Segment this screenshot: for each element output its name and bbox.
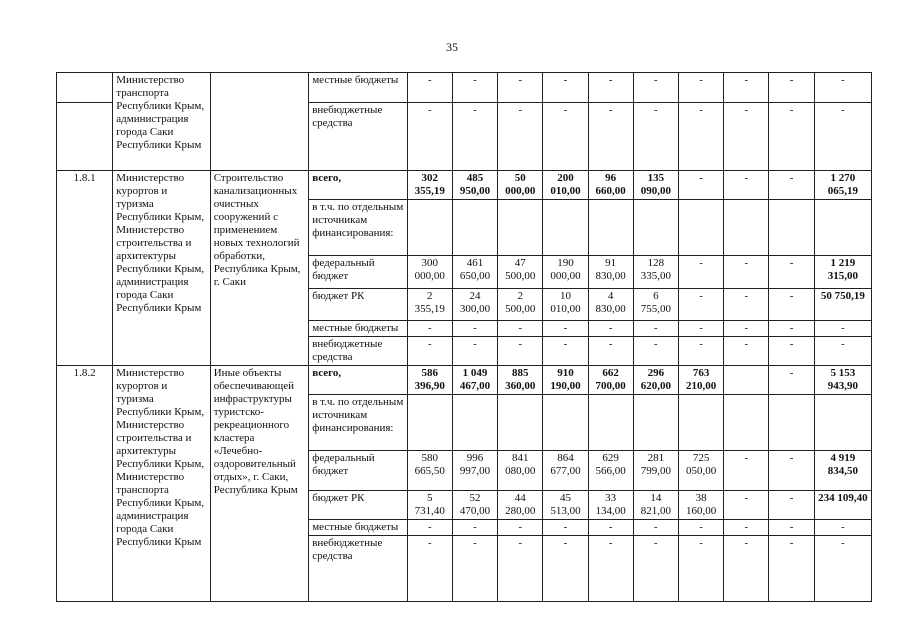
value-cell: 52 470,00 [452, 491, 497, 520]
value-cell: 910 190,00 [543, 366, 588, 395]
value-cell: 50 000,00 [498, 171, 543, 200]
value-cell: 763 210,00 [678, 366, 723, 395]
value-cell: 580 665,50 [407, 451, 452, 491]
value-cell: - [498, 337, 543, 366]
value-cell: - [543, 520, 588, 536]
value-cell: - [724, 321, 769, 337]
value-cell: 485 950,00 [452, 171, 497, 200]
value-cell: - [588, 337, 633, 366]
value-cell: 302 355,19 [407, 171, 452, 200]
funding-source: местные бюджеты [309, 73, 407, 103]
row-code [57, 73, 113, 103]
value-cell: 725 050,00 [678, 451, 723, 491]
funding-source: местные бюджеты [309, 520, 407, 536]
value-cell: 586 396,90 [407, 366, 452, 395]
value-cell: 461 650,00 [452, 256, 497, 289]
value-cell: 14 821,00 [633, 491, 678, 520]
value-cell: - [543, 536, 588, 602]
funding-source: бюджет РК [309, 289, 407, 321]
total-cell [814, 395, 871, 451]
value-cell: 281 799,00 [633, 451, 678, 491]
total-cell: - [814, 536, 871, 602]
value-cell: - [407, 536, 452, 602]
executor-cell: Министерство транспорта Республики Крым, администрация города Саки Республики Крым [113, 73, 210, 171]
value-cell: 6 755,00 [633, 289, 678, 321]
value-cell: - [678, 520, 723, 536]
value-cell: - [724, 520, 769, 536]
table-body [57, 73, 872, 602]
value-cell [498, 395, 543, 451]
total-cell: - [814, 103, 871, 171]
value-cell: 885 360,00 [498, 366, 543, 395]
value-cell: - [633, 337, 678, 366]
value-cell: - [407, 520, 452, 536]
value-cell: - [724, 536, 769, 602]
value-cell: 5 731,40 [407, 491, 452, 520]
value-cell: - [452, 103, 497, 171]
value-cell: - [407, 337, 452, 366]
value-cell: - [588, 321, 633, 337]
total-cell [814, 200, 871, 256]
value-cell: - [678, 103, 723, 171]
value-cell: 200 010,00 [543, 171, 588, 200]
value-cell: 190 000,00 [543, 256, 588, 289]
value-cell: - [769, 73, 814, 103]
total-cell: - [814, 73, 871, 103]
value-cell: - [769, 366, 814, 395]
value-cell: - [498, 536, 543, 602]
funding-source: внебюджетные средства [309, 103, 407, 171]
funding-source: всего, [309, 366, 407, 395]
value-cell: - [769, 171, 814, 200]
value-cell: - [543, 321, 588, 337]
value-cell [633, 200, 678, 256]
value-cell: - [769, 536, 814, 602]
value-cell: 33 134,00 [588, 491, 633, 520]
value-cell [724, 366, 769, 395]
value-cell: 662 700,00 [588, 366, 633, 395]
value-cell: - [452, 536, 497, 602]
value-cell: 45 513,00 [543, 491, 588, 520]
value-cell: - [724, 103, 769, 171]
value-cell [543, 200, 588, 256]
value-cell: - [724, 73, 769, 103]
value-cell: - [678, 321, 723, 337]
value-cell: 128 335,00 [633, 256, 678, 289]
value-cell: 841 080,00 [498, 451, 543, 491]
value-cell: - [633, 321, 678, 337]
funding-source: внебюджетные средства [309, 536, 407, 602]
value-cell: - [769, 256, 814, 289]
value-cell: - [769, 520, 814, 536]
value-cell: - [588, 536, 633, 602]
value-cell [452, 395, 497, 451]
value-cell: 296 620,00 [633, 366, 678, 395]
value-cell [678, 200, 723, 256]
table-row [57, 171, 872, 200]
value-cell [724, 395, 769, 451]
table-row [57, 366, 872, 395]
value-cell: - [452, 73, 497, 103]
value-cell: - [543, 103, 588, 171]
value-cell: - [724, 256, 769, 289]
value-cell: 4 830,00 [588, 289, 633, 321]
total-cell: 5 153 943,90 [814, 366, 871, 395]
value-cell: - [633, 520, 678, 536]
row-code: 1.8.1 [57, 171, 113, 366]
value-cell: 91 830,00 [588, 256, 633, 289]
funding-source: бюджет РК [309, 491, 407, 520]
value-cell: - [588, 520, 633, 536]
funding-source: федеральный бюджет [309, 451, 407, 491]
table-row [57, 73, 872, 103]
funding-source: всего, [309, 171, 407, 200]
value-cell [407, 200, 452, 256]
value-cell [588, 395, 633, 451]
value-cell [407, 395, 452, 451]
program-budget-table [56, 72, 872, 602]
value-cell [498, 200, 543, 256]
funding-source: внебюджетные средства [309, 337, 407, 366]
object-cell: Строительство канализационных очистных сооружений с применением новых технологий обработки, Республика Крым, г. Саки [210, 171, 308, 366]
value-cell: 44 280,00 [498, 491, 543, 520]
total-cell: 4 919 834,50 [814, 451, 871, 491]
value-cell: - [769, 321, 814, 337]
value-cell: - [452, 321, 497, 337]
funding-source: федеральный бюджет [309, 256, 407, 289]
value-cell [769, 200, 814, 256]
value-cell: 300 000,00 [407, 256, 452, 289]
executor-cell: Министерство курортов и туризма Республики Крым, Министерство строительства и архитектуры Республики Крым, Министерство транспорта Республики Крым, администрация города Саки Республики Крым [113, 366, 210, 602]
value-cell: - [633, 103, 678, 171]
funding-source: в т.ч. по отдельным источникам финансирования: [309, 395, 407, 451]
value-cell: - [724, 451, 769, 491]
total-cell: - [814, 321, 871, 337]
value-cell: - [678, 536, 723, 602]
value-cell: - [543, 337, 588, 366]
value-cell: - [498, 73, 543, 103]
value-cell: - [769, 289, 814, 321]
value-cell: - [678, 256, 723, 289]
row-code: 1.8.2 [57, 366, 113, 602]
value-cell: - [498, 103, 543, 171]
value-cell: - [724, 289, 769, 321]
value-cell: 864 677,00 [543, 451, 588, 491]
value-cell: - [543, 73, 588, 103]
value-cell: 2 500,00 [498, 289, 543, 321]
value-cell: - [588, 73, 633, 103]
page-number: 35 [446, 40, 458, 54]
row-code [57, 103, 113, 171]
total-cell: - [814, 337, 871, 366]
value-cell: - [769, 491, 814, 520]
value-cell: 135 090,00 [633, 171, 678, 200]
value-cell: 10 010,00 [543, 289, 588, 321]
value-cell: - [498, 520, 543, 536]
value-cell [633, 395, 678, 451]
total-cell: 1 270 065,19 [814, 171, 871, 200]
value-cell: - [769, 337, 814, 366]
value-cell: 996 997,00 [452, 451, 497, 491]
value-cell [543, 395, 588, 451]
funding-source: местные бюджеты [309, 321, 407, 337]
value-cell: - [769, 103, 814, 171]
value-cell: - [452, 520, 497, 536]
value-cell: - [407, 103, 452, 171]
value-cell: 96 660,00 [588, 171, 633, 200]
value-cell [724, 200, 769, 256]
funding-source: в т.ч. по отдельным источникам финансирования: [309, 200, 407, 256]
value-cell: 2 355,19 [407, 289, 452, 321]
value-cell: - [678, 171, 723, 200]
value-cell [452, 200, 497, 256]
value-cell: - [724, 491, 769, 520]
value-cell: - [678, 289, 723, 321]
object-cell: Иные объекты обеспечивающей инфраструктуры туристско-рекреационного кластера «Лечебно-оздоровительный отдых», г. Саки, Республика Крым [210, 366, 308, 602]
value-cell: 24 300,00 [452, 289, 497, 321]
value-cell [769, 395, 814, 451]
value-cell: - [678, 337, 723, 366]
value-cell: - [633, 73, 678, 103]
value-cell: - [724, 171, 769, 200]
value-cell: - [724, 337, 769, 366]
value-cell: - [769, 451, 814, 491]
value-cell [678, 395, 723, 451]
value-cell: - [407, 321, 452, 337]
value-cell: 629 566,00 [588, 451, 633, 491]
executor-cell: Министерство курортов и туризма Республики Крым, Министерство строительства и архитектуры Республики Крым, администрация города Саки Республики Крым [113, 171, 210, 366]
value-cell: - [498, 321, 543, 337]
value-cell: 38 160,00 [678, 491, 723, 520]
total-cell: 1 219 315,00 [814, 256, 871, 289]
value-cell: - [633, 536, 678, 602]
value-cell: 47 500,00 [498, 256, 543, 289]
total-cell: - [814, 520, 871, 536]
value-cell [588, 200, 633, 256]
value-cell: - [407, 73, 452, 103]
value-cell: - [452, 337, 497, 366]
total-cell: 234 109,40 [814, 491, 871, 520]
value-cell: - [678, 73, 723, 103]
object-cell [210, 73, 308, 171]
value-cell: - [588, 103, 633, 171]
total-cell: 50 750,19 [814, 289, 871, 321]
value-cell: 1 049 467,00 [452, 366, 497, 395]
